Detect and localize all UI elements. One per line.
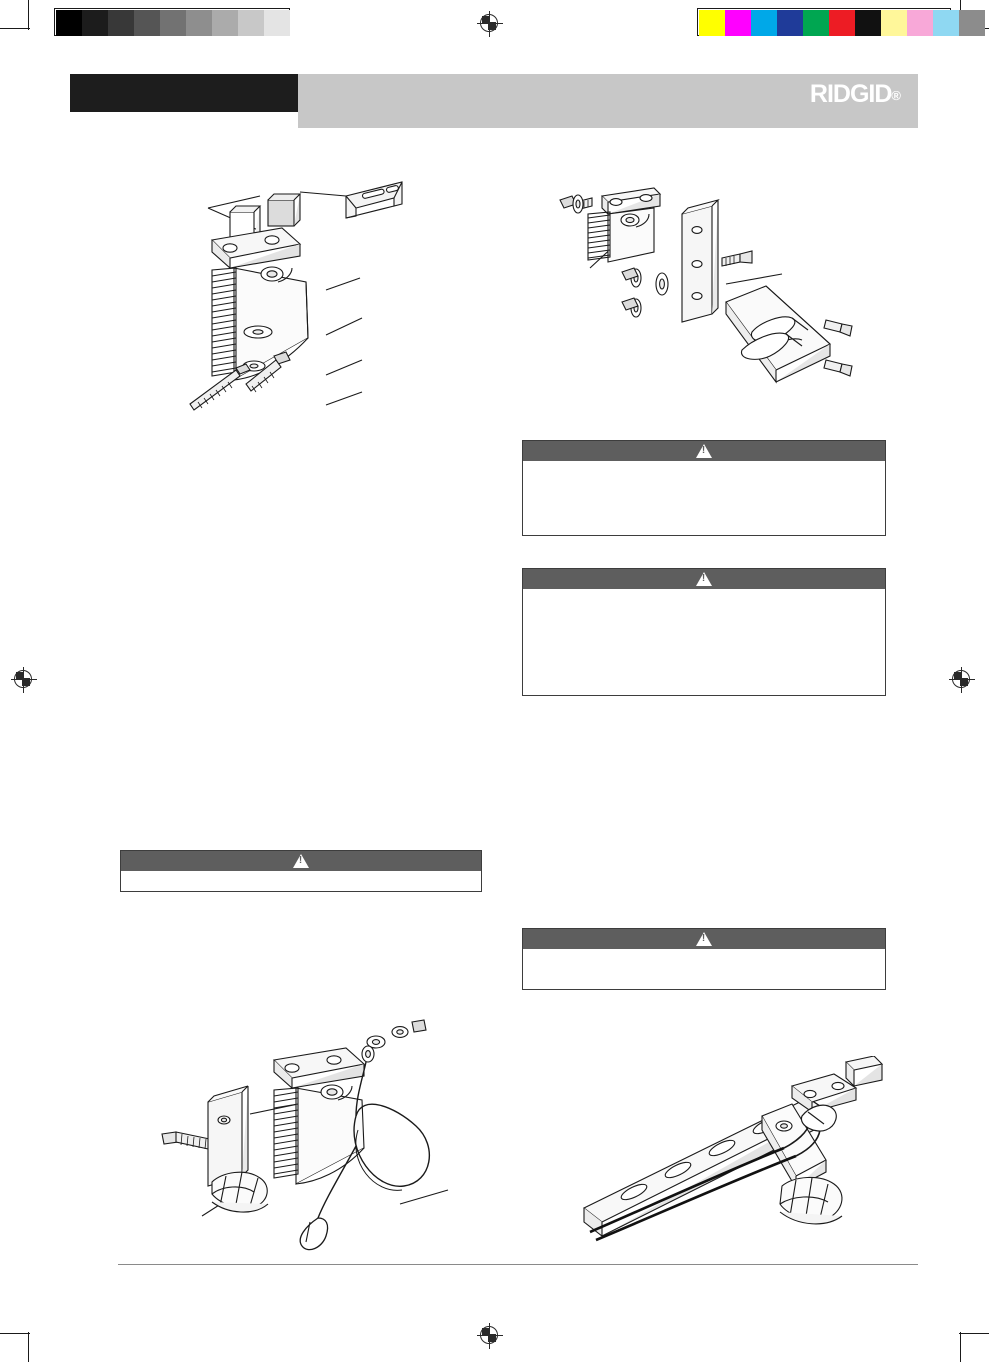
grayscale-bar [56,10,316,36]
page-header [70,74,918,112]
color-swatch [933,10,959,36]
header-title-text [70,74,71,75]
grayscale-swatch [134,10,160,36]
figure-bracket-plate-bolt-assembly [530,178,870,448]
color-swatch [855,10,881,36]
crop-mark-bottom-left-vertical [28,1332,29,1362]
warning-box-right-lower [522,928,886,990]
grayscale-swatch [264,10,290,36]
warning-box-right-upper [522,440,886,536]
brand-logo [810,80,900,109]
warning-body-text [523,461,885,473]
warning-body-text [523,589,885,601]
warning-triangle-icon [696,572,712,586]
warning-title-bar [121,851,481,871]
figure-channel-rail-mounted-bracket-assembly [570,1056,910,1256]
color-swatch [803,10,829,36]
crop-mark-bottom-right-horizontal [959,1333,989,1334]
warning-body-text [523,949,885,961]
registration-target-icon [952,670,970,688]
grayscale-swatch [290,10,316,36]
warning-triangle-icon [293,854,309,868]
header-title-block [70,74,298,112]
color-swatch [881,10,907,36]
color-swatch [699,10,725,36]
header-gray-underband [298,112,918,128]
color-swatch [907,10,933,36]
warning-title-bar [523,929,885,949]
brand-registered-mark: ® [891,87,900,103]
figure-bracket-channel-exploded-assembly [150,170,440,440]
crop-mark-bottom-right-vertical [960,1332,961,1362]
color-swatch [959,10,985,36]
crop-mark-top-left-horizontal [0,28,30,29]
warning-title-bar [523,441,885,461]
grayscale-swatch [160,10,186,36]
footer-divider [118,1264,918,1265]
color-swatch [777,10,803,36]
grayscale-swatch [186,10,212,36]
warning-title-bar [523,569,885,589]
color-swatch [751,10,777,36]
crop-mark-top-left-vertical [28,0,29,30]
color-bar [699,10,985,36]
grayscale-swatch [82,10,108,36]
registration-target-icon [480,1326,498,1344]
grayscale-swatch [108,10,134,36]
warning-triangle-icon [696,444,712,458]
warning-box-left-lower [120,850,482,892]
warning-triangle-icon [696,932,712,946]
grayscale-swatch [212,10,238,36]
warning-box-right-middle [522,568,886,696]
brand-logo-text: RIDGID [809,80,892,108]
figure-bracket-anchor-safety-cable-assembly [150,1006,480,1256]
warning-body-text [121,871,481,883]
grayscale-swatch [238,10,264,36]
registration-target-icon [14,670,32,688]
color-swatch [829,10,855,36]
crop-mark-bottom-left-horizontal [0,1333,30,1334]
grayscale-swatch [56,10,82,36]
color-swatch [725,10,751,36]
registration-target-icon [480,14,498,32]
